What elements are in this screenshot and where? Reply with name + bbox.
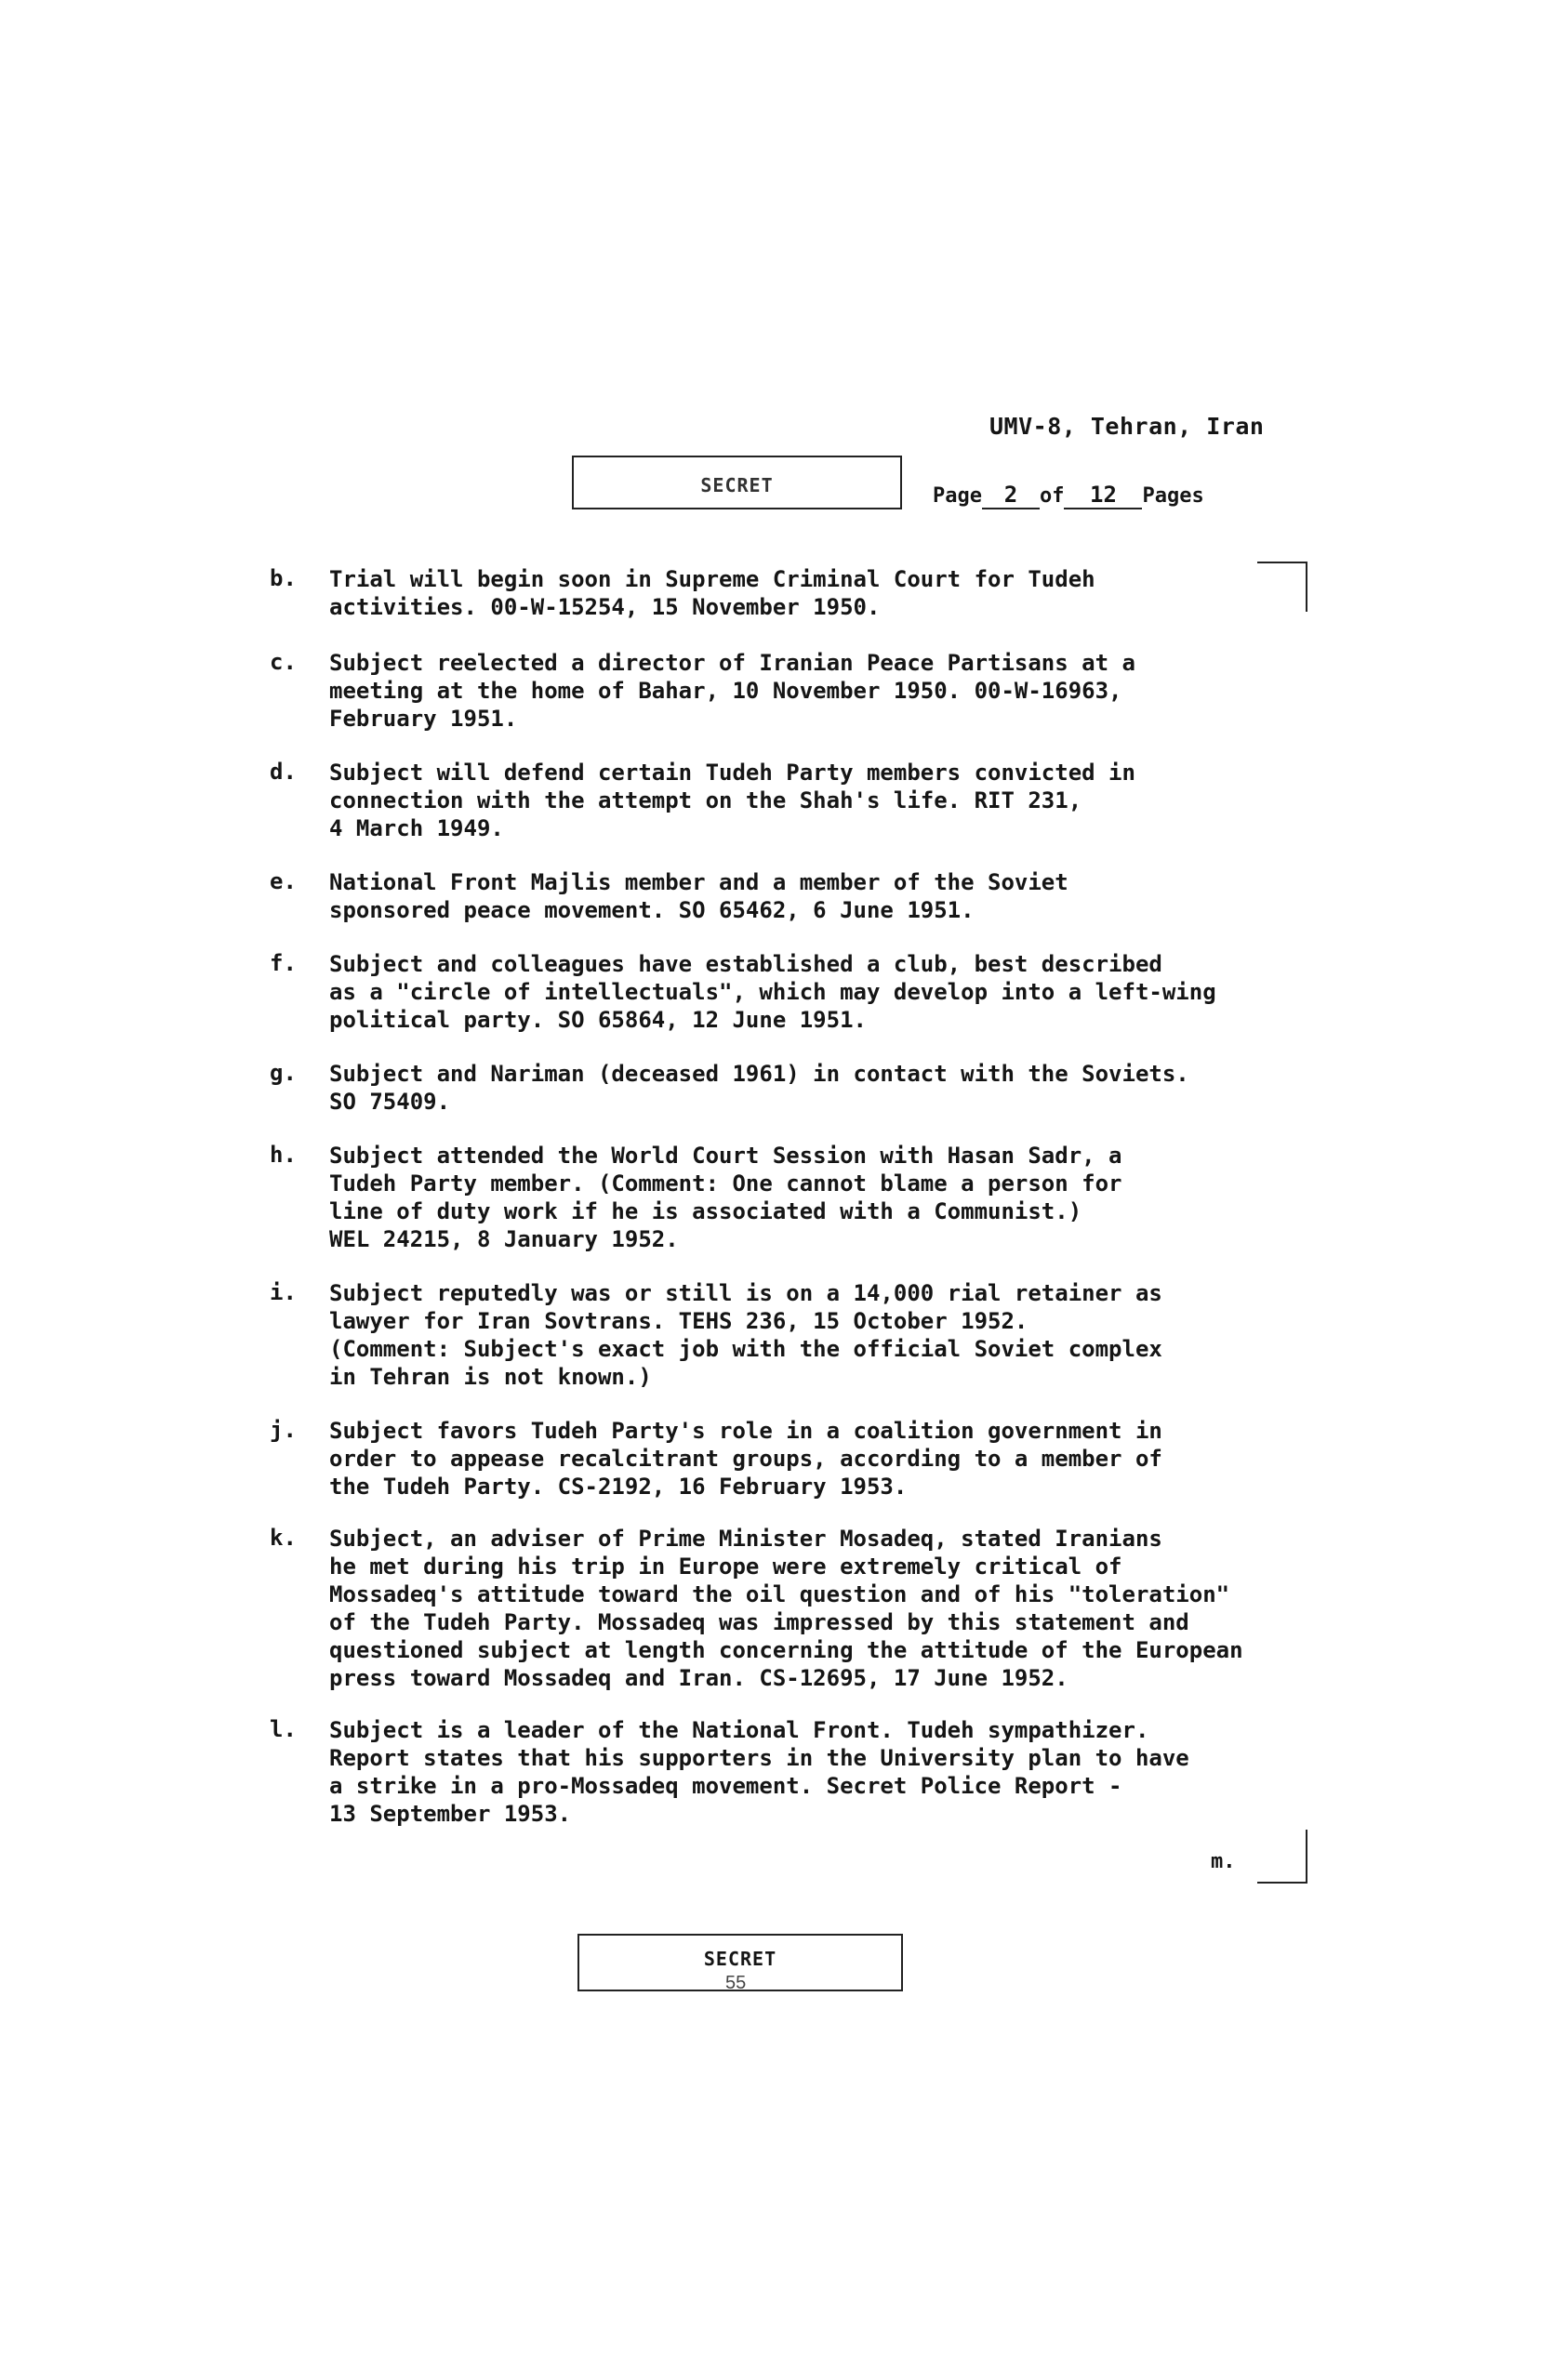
item-text: Subject favors Tudeh Party's role in a coalition government in order to appease recalcitrant groups, according to a member of the Tudeh Party. CS-2192, 16 February 1953. [329,1418,1162,1500]
item-letter: g. [270,1060,297,1086]
page-number-field: 2 [982,482,1040,509]
item-text: Trial will begin soon in Supreme Criminal Court for Tudeh activities. 00-W-15254, 15 November 1950. [329,566,1095,620]
item-text: Subject and colleagues have established a club, best described as a "circle of intellectuals", which may develop into a left-wing political party. SO 65864, 12 June 1951. [329,951,1216,1033]
item-text: Subject will defend certain Tudeh Party members convicted in connection with the attempt on the Shah's life. RIT 231, 4 March 1949. [329,760,1135,841]
item-text: Subject, an adviser of Prime Minister Mosadeq, stated Iranians he met during his trip in Europe were extremely critical of Mossadeq's attitude toward the oil question and of his "toleration" of the Tudeh Party. Mossadeq was impressed by this statement and questioned subject at length concerning the attitude of the European press toward Mossadeq and Iran. CS-12695, 17 June 1952. [329,1526,1243,1691]
page-suffix: Pages [1142,484,1204,508]
item-letter: l. [270,1716,297,1742]
item-letter: j. [270,1417,297,1443]
corner-mark-bottom [1257,1830,1307,1884]
page-prefix: Page [933,484,982,508]
classification-label-top: SECRET [700,474,774,496]
classification-box-top [572,456,902,509]
item-letter: f. [270,950,297,976]
page-total-field: 12 [1064,482,1142,509]
item-letter: h. [270,1142,297,1168]
classification-label-bottom: SECRET [703,1948,777,1970]
item-letter: e. [270,868,297,894]
item-text: National Front Majlis member and a member of the Soviet sponsored peace movement. SO 65462, 6 June 1951. [329,869,1068,923]
continuation-marker: m. [1211,1850,1236,1873]
item-text: Subject reputedly was or still is on a 14,000 rial retainer as lawyer for Iran Sovtrans. TEHS 236, 15 October 1952. (Comment: Subject's exact job with the official Soviet complex in Tehran is not known.) [329,1280,1162,1390]
page-count [933,482,1204,509]
header-reference: UMV-8, Tehran, Iran [989,413,1265,440]
page-of: of [1039,484,1065,508]
item-letter: b. [270,565,297,591]
item-letter: c. [270,649,297,675]
footer-page-number: 55 [725,1973,747,1993]
item-text: Subject and Nariman (deceased 1961) in contact with the Soviets. SO 75409. [329,1061,1189,1115]
item-text: Subject attended the World Court Session with Hasan Sadr, a Tudeh Party member. (Comment: One cannot blame a person for line of duty work if he is associated with a Communist.) WEL 24215, 8 January 1952. [329,1143,1122,1252]
item-text: Subject is a leader of the National Front. Tudeh sympathizer. Report states that his supporters in the University plan to have a strike in a pro-Mossadeq movement. Secret Police Report - 13 September 1953. [329,1717,1189,1827]
item-text: Subject reelected a director of Iranian Peace Partisans at a meeting at the home of Bahar, 10 November 1950. 00-W-16963, February 1951. [329,650,1135,732]
item-letter: d. [270,759,297,785]
item-letter: k. [270,1525,297,1551]
corner-mark-top [1257,562,1307,612]
item-letter: i. [270,1279,297,1305]
